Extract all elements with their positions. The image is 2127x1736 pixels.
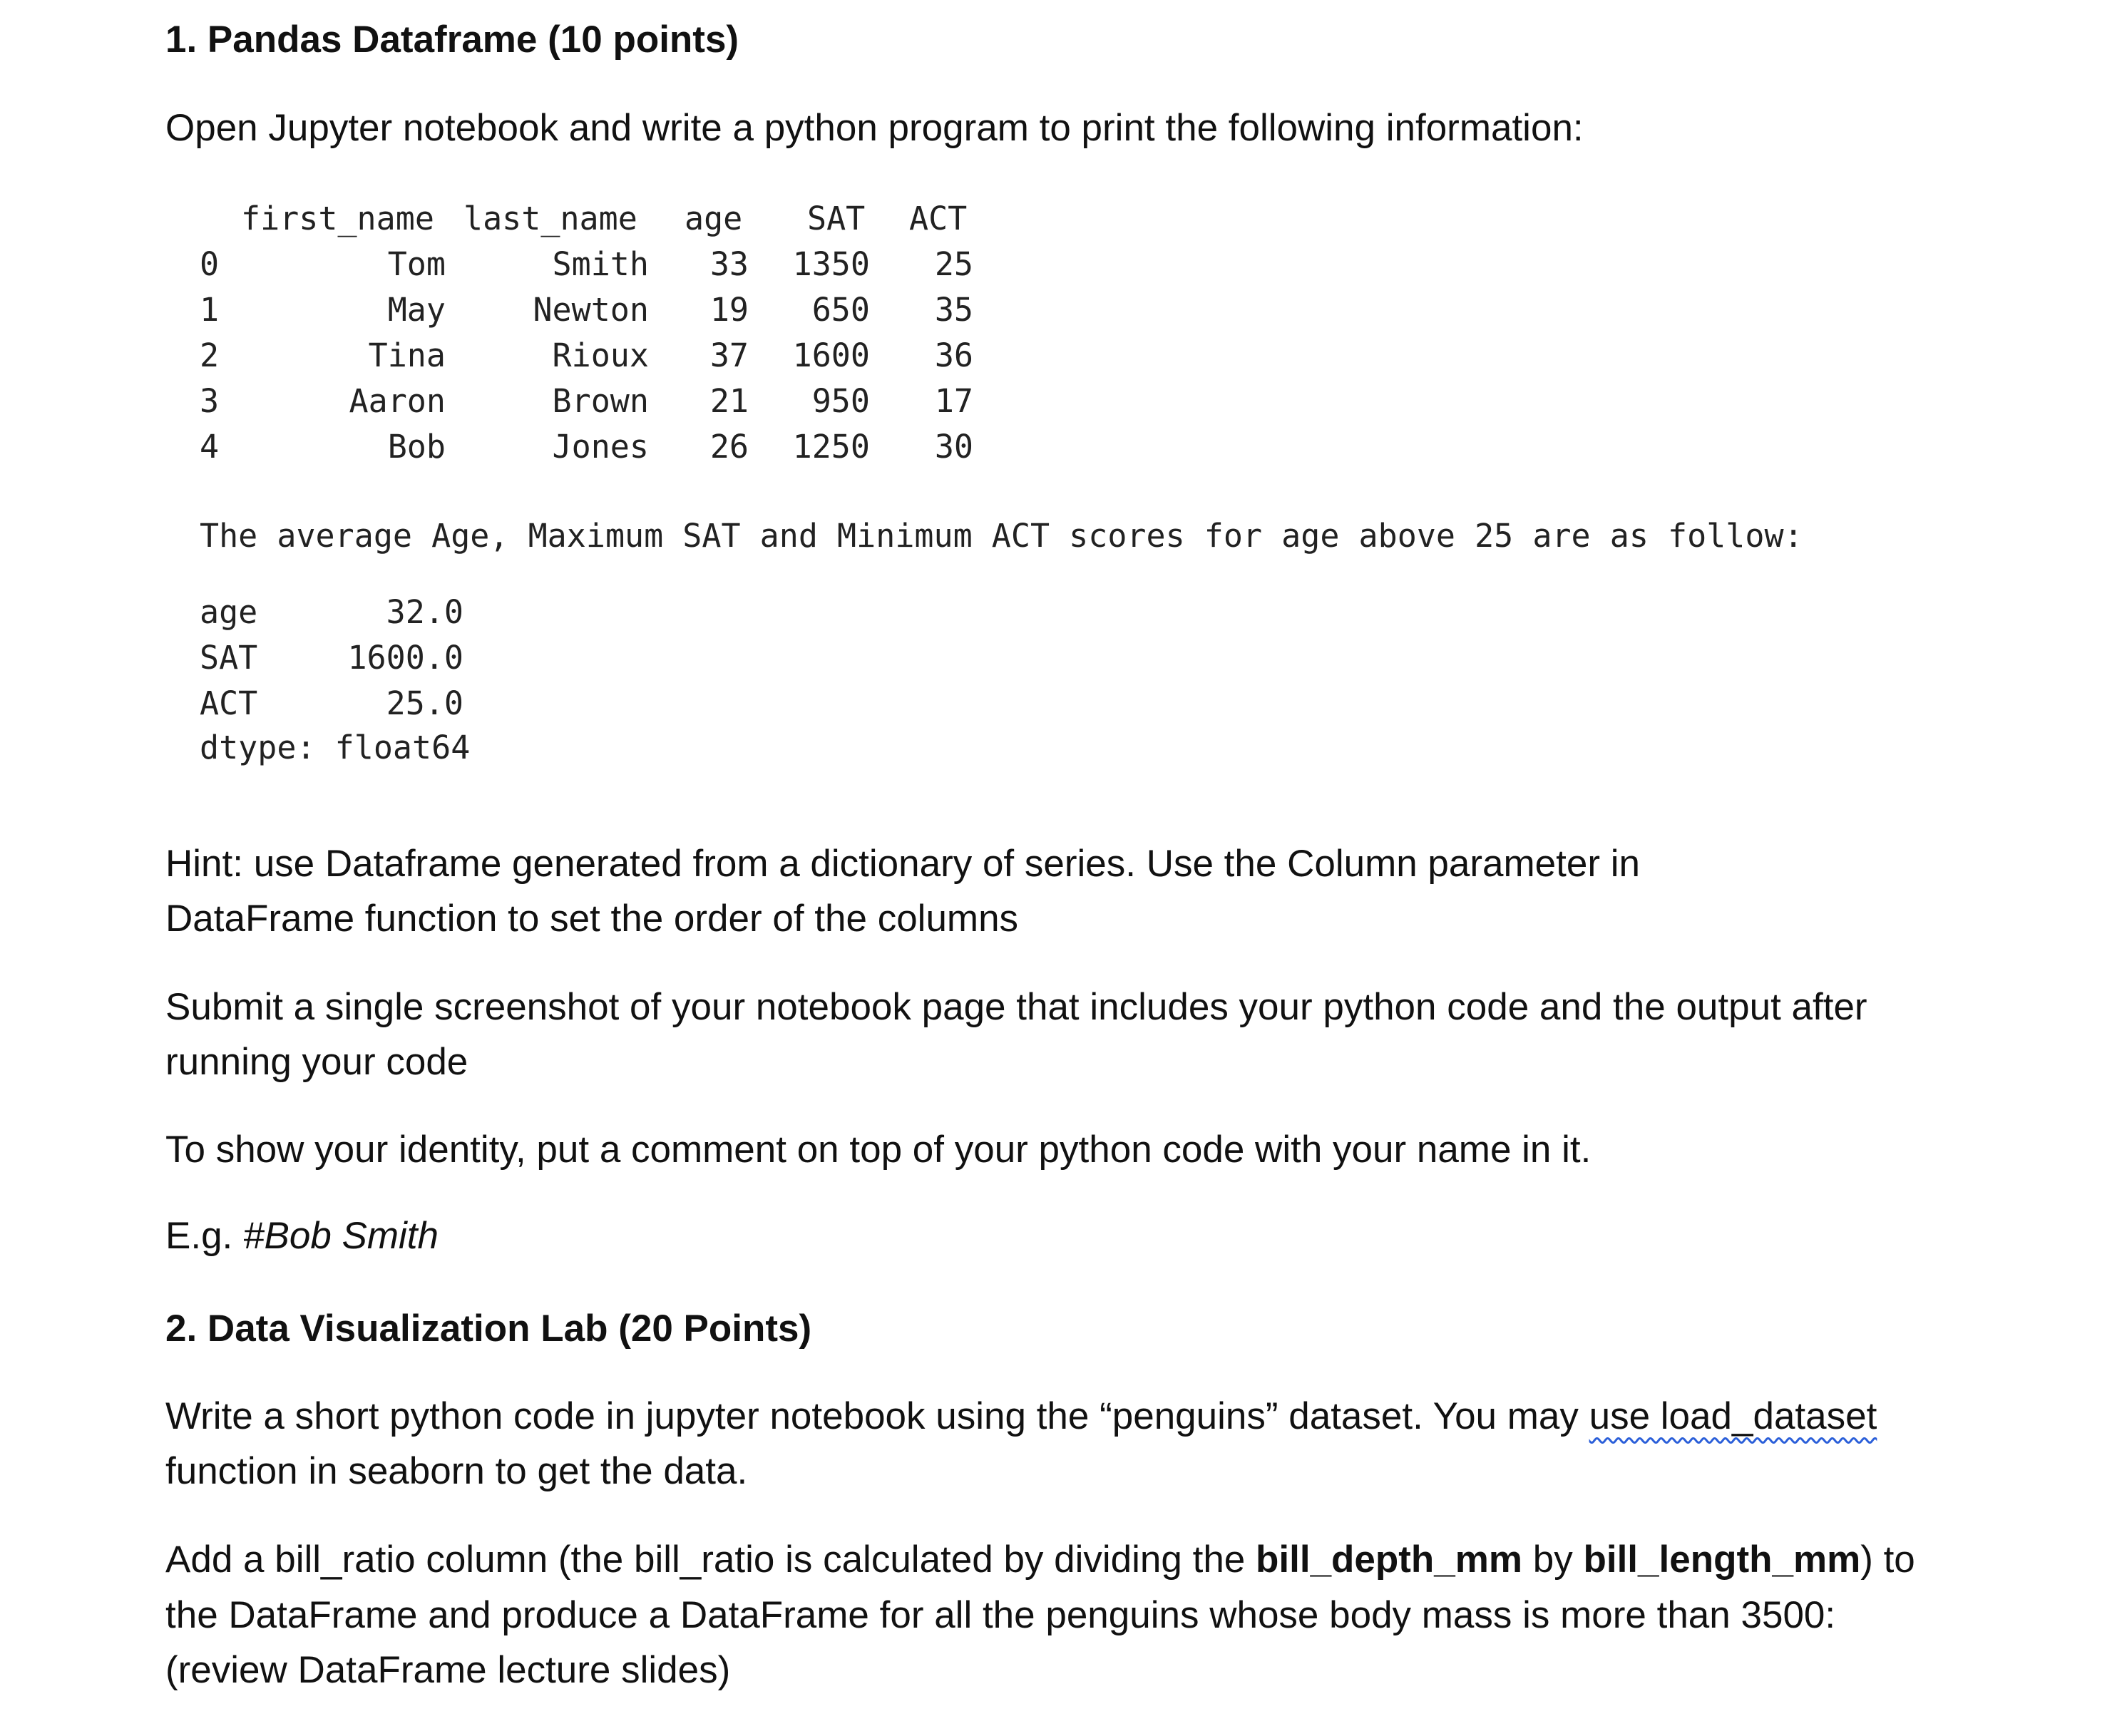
- para2-text-a: Add a bill_ratio column (the bill_ratio is calculated by dividing the: [165, 1539, 1256, 1581]
- para1-line-2: function in seaborn to get the data.: [165, 1450, 748, 1492]
- bill-length-term: bill_length_mm: [1583, 1539, 1861, 1581]
- cell-act: 35: [934, 291, 973, 329]
- submit-line-2: running your code: [165, 1041, 468, 1083]
- cell-age: 19: [709, 291, 749, 329]
- cell-sat: 1600: [792, 337, 870, 374]
- section1-heading: 1. Pandas Dataframe (10 points): [165, 19, 739, 61]
- dtype-line: dtype: float64: [200, 729, 471, 766]
- para2-line-1: [165, 1537, 1915, 1583]
- section2-heading: 2. Data Visualization Lab (20 Points): [165, 1308, 812, 1350]
- series-value: 32.0: [386, 593, 463, 631]
- col-header-last-name: last_name: [463, 200, 637, 237]
- spellcheck-squiggle: use load_dataset: [1589, 1395, 1877, 1437]
- cell-first-name: Aaron: [349, 382, 446, 420]
- cell-sat: 1250: [792, 428, 870, 466]
- cell-act: 17: [934, 382, 973, 420]
- cell-first-name: Tom: [387, 245, 446, 283]
- cell-last-name: Jones: [552, 428, 649, 466]
- cell-age: 33: [709, 245, 749, 283]
- hint-line-1: Hint: use Dataframe generated from a dictionary of series. Use the Column parameter in: [165, 843, 1640, 885]
- cell-sat: 650: [811, 291, 870, 329]
- row-index: 0: [200, 245, 220, 283]
- col-header-age: age: [685, 200, 743, 237]
- row-index: 1: [200, 291, 220, 329]
- series-value: 25.0: [386, 684, 463, 722]
- para1-line1-text: Write a short python code in jupyter notebook using the “penguins” dataset. You may: [165, 1395, 1589, 1437]
- cell-act: 36: [934, 337, 973, 374]
- cell-last-name: Newton: [533, 291, 649, 329]
- cell-act: 25: [934, 245, 973, 283]
- cell-first-name: May: [387, 291, 446, 329]
- para1-line-1: [165, 1394, 1877, 1439]
- bill-depth-term: bill_depth_mm: [1256, 1539, 1523, 1581]
- series-label: ACT: [200, 684, 258, 722]
- row-index: 4: [200, 428, 220, 466]
- col-header-act: ACT: [909, 200, 968, 237]
- cell-first-name: Bob: [387, 428, 446, 466]
- para2-text-c: by: [1522, 1539, 1584, 1581]
- example-line: [165, 1213, 439, 1259]
- row-index: 2: [200, 337, 220, 374]
- cell-sat: 1350: [792, 245, 870, 283]
- cell-first-name: Tina: [368, 337, 446, 374]
- hint-line-2: DataFrame function to set the order of the columns: [165, 898, 1019, 940]
- example-prefix: E.g.: [165, 1215, 244, 1257]
- cell-last-name: Brown: [552, 382, 649, 420]
- col-header-sat: SAT: [807, 200, 866, 237]
- cell-age: 37: [709, 337, 749, 374]
- para2-line-2: the DataFrame and produce a DataFrame for all the penguins whose body mass is more than 3500:: [165, 1594, 1836, 1636]
- col-header-first-name: first_name: [241, 200, 434, 237]
- series-label: age: [200, 593, 258, 631]
- summary-line: The average Age, Maximum SAT and Minimum ACT scores for age above 25 are as follow:: [200, 517, 1803, 555]
- submit-line-1: Submit a single screenshot of your notebook page that includes your python code and the output after: [165, 986, 1867, 1028]
- series-value: 1600.0: [347, 639, 463, 677]
- cell-age: 26: [709, 428, 749, 466]
- cell-sat: 950: [811, 382, 870, 420]
- cell-act: 30: [934, 428, 973, 466]
- example-comment: #Bob Smith: [243, 1215, 439, 1257]
- series-label: SAT: [200, 639, 258, 677]
- row-index: 3: [200, 382, 220, 420]
- cell-last-name: Smith: [552, 245, 649, 283]
- section1-intro: Open Jupyter notebook and write a python program to print the following information:: [165, 107, 1584, 149]
- para2-text-e: ) to: [1860, 1539, 1915, 1581]
- identity-line: To show your identity, put a comment on top of your python code with your name in it.: [165, 1129, 1592, 1171]
- para2-line-3: (review DataFrame lecture slides): [165, 1649, 731, 1691]
- cell-age: 21: [709, 382, 749, 420]
- cell-last-name: Rioux: [552, 337, 649, 374]
